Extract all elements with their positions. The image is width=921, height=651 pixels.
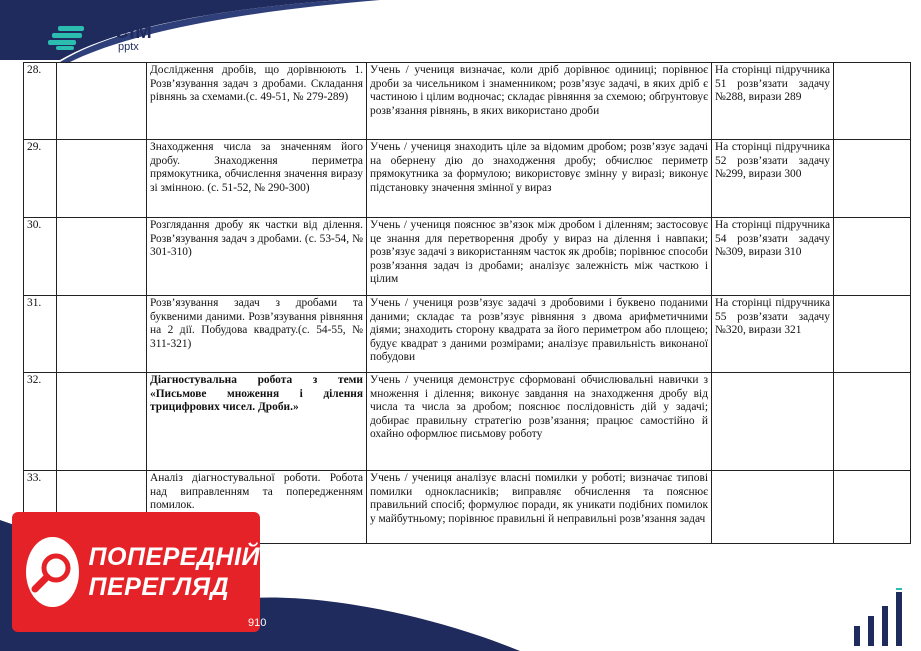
expected-results: Учень / учениця визначає, коли дріб дорівнює одиниці; порівнює дроби за чисельником і знаменником; розв’язує задачі, в яких дріб є частиною і цілим водночас; складає рівняння за схемою; обґрунтовує розв’язання рівнянь, в яких використано дроби — [367, 63, 712, 140]
lesson-topic: Аналіз діагностувальної роботи. Робота над виправленням та попередженням помилок. — [147, 471, 367, 544]
preview-badge[interactable] — [12, 512, 260, 632]
empty-cell — [834, 471, 911, 544]
empty-cell — [834, 373, 911, 471]
lesson-topic: Знаходження числа за значенням його дробу. Знаходження периметра прямокутника, обчислення значення виразу зі змінною. (с. 51-52, № 290-300) — [147, 140, 367, 218]
empty-cell — [834, 63, 911, 140]
bars-logo-icon — [850, 588, 912, 648]
table-row — [24, 373, 911, 471]
row-number: 28. — [24, 63, 57, 140]
empty-cell — [834, 218, 911, 296]
preview-line-2: ПЕРЕГЛЯД — [88, 573, 230, 601]
row-number: 30. — [24, 218, 57, 296]
preview-label — [89, 542, 260, 602]
table-row — [24, 296, 911, 373]
empty-cell — [57, 373, 147, 471]
expected-results: Учень / учениця розв’язує задачі з дробовими і буквено поданими даними; складає та розв’язує рівняння з двома арифметичними діями; знаходить сторону квадрата за його периметром або площею; будує квадрат з даними розмірами; аналізує правильність виконаної побудови — [367, 296, 712, 373]
lesson-topic: Розв’язування задач з дробами та буквеними даними. Розв’язування рівняння на 2 дії. Побудова квадрату.(с. 54-55, № 311-321) — [147, 296, 367, 373]
lesson-topic: Розглядання дробу як частки від ділення. Розв’язування задач з дробами. (с. 53-54, № 301-310) — [147, 218, 367, 296]
row-number: 33. — [24, 471, 57, 544]
row-number: 32. — [24, 373, 57, 471]
page-number: 910 — [248, 617, 267, 629]
vsim-logo — [48, 22, 152, 53]
expected-results: Учень / учениця знаходить ціле за відомим дробом; розв’язує задачі на обернену дію до знаходження дробу; обчислює периметр прямокутника за формулою; використовує змінну у виразі; виконує підстановку значення змінної у вираз — [367, 140, 712, 218]
homework — [712, 373, 834, 471]
lesson-topic: Діагностувальна робота з теми «Письмове множення і ділення трицифрових чисел. Дроби.» — [147, 373, 367, 471]
expected-results: Учень / учениця демонструє сформовані обчислювальні навички з множення і ділення; виконує завдання на знаходження дробу від числа та числа за дробом; пояснює послідовність дій у задачі; добирає правильну стратегію розв’язання; працює самостійно й охайно оформлює письмову роботу — [367, 373, 712, 471]
expected-results: Учень / учениця пояснює зв’язок між дробом і діленням; застосовує це знання для перетворення дробу у вираз на ділення і навпаки; розв’язує задачі з використанням часток як дробів; порівнює способи розв’язання задач із дробами; аналізує залежність між часткою і цілим — [367, 218, 712, 296]
empty-cell — [57, 296, 147, 373]
magnifier-icon — [26, 537, 79, 607]
empty-cell — [834, 296, 911, 373]
lesson-topic: Дослідження дробів, що дорівнюють 1. Розв’язування задач з дробами. Складання рівнянь за схемами.(с. 49-51, № 279-289) — [147, 63, 367, 140]
table-row — [24, 63, 911, 140]
expected-results: Учень / учениця аналізує власні помилки у роботі; визначає типові помилки однокласників; виправляє обчислення та пояснює правильний спосіб; формулює поради, як уникати подібних помилок у майбутньому; порівнює правильні й неправильні розв’язання задач — [367, 471, 712, 544]
homework: На сторінці підручника 55 розв’язати задачу №320, вирази 321 — [712, 296, 834, 373]
row-number: 31. — [24, 296, 57, 373]
empty-cell — [57, 63, 147, 140]
empty-cell — [834, 140, 911, 218]
homework: На сторінці підручника 54 розв’язати задачу №309, вирази 310 — [712, 218, 834, 296]
empty-cell — [57, 218, 147, 296]
row-number: 29. — [24, 140, 57, 218]
table-row — [24, 218, 911, 296]
logo-icon — [48, 24, 94, 52]
logo-brand: ВСІМ — [100, 21, 153, 43]
logo-sub: pptx — [118, 41, 139, 53]
lesson-plan-table — [23, 62, 911, 544]
table-row — [24, 140, 911, 218]
homework — [712, 471, 834, 544]
preview-line-1: ПОПЕРЕДНІЙ — [88, 543, 260, 571]
homework: На сторінці підручника 52 розв’язати задачу №299, вирази 300 — [712, 140, 834, 218]
empty-cell — [57, 140, 147, 218]
homework: На сторінці підручника 51 розв’язати задачу №288, вирази 289 — [712, 63, 834, 140]
